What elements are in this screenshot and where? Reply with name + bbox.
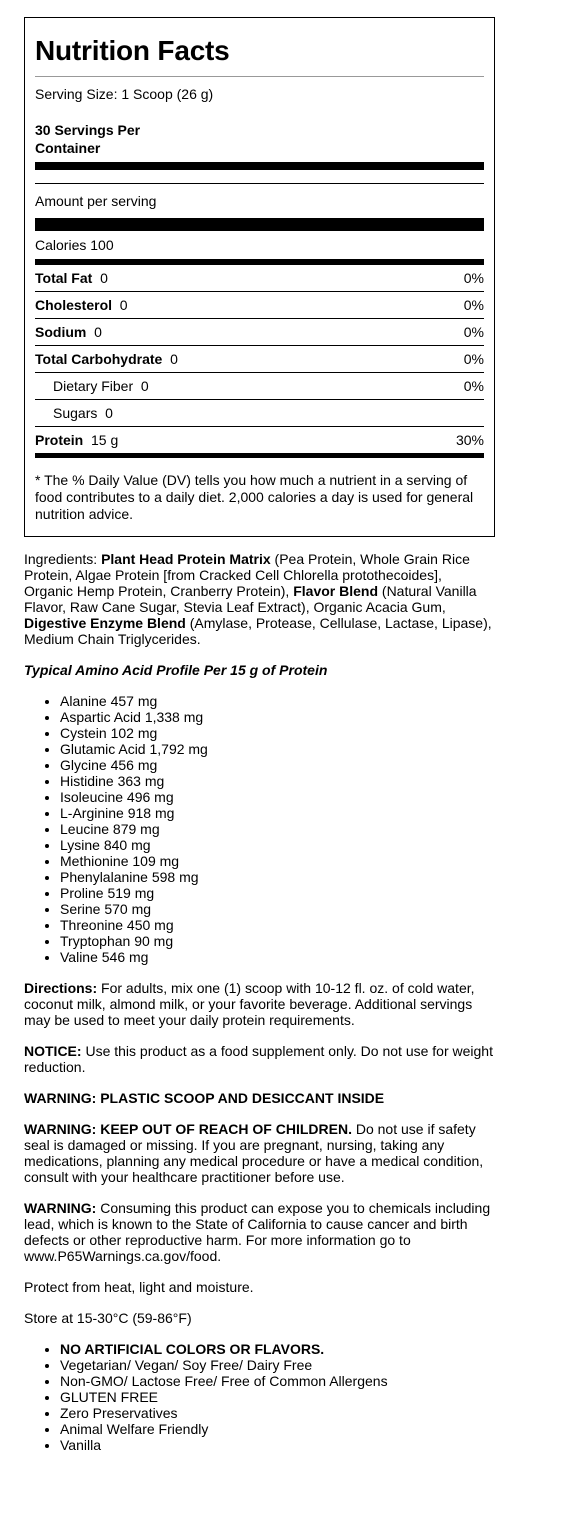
nutrient-amount: 0 <box>94 324 102 340</box>
warning-children-text: Do not use if safety seal is damaged or missing. If you are pregnant, nursing, taking any medications, planning any medical procedure or have a medical condition, consult with your healthcare practitioner before use. <box>24 1121 484 1185</box>
nutrient-name: Sodium <box>35 324 87 340</box>
nutrient-row <box>35 265 484 292</box>
amino-acid-item: • Threonine 450 mg <box>60 917 494 933</box>
servings-per-container <box>35 121 484 157</box>
nutrient-amount: 15 g <box>91 432 119 448</box>
label-text <box>24 551 494 1468</box>
feature-list <box>24 1341 494 1453</box>
notice <box>24 1043 494 1075</box>
nutrient-name: Total Carbohydrate <box>35 351 163 367</box>
nutrient-name: Dietary Fiber <box>53 378 134 394</box>
nutrient-amount: 0 <box>119 297 128 313</box>
daily-value-percent: 0% <box>463 351 484 367</box>
feature-item: • GLUTEN FREE <box>60 1389 494 1405</box>
amino-acid-item: • Phenylalanine 598 mg <box>60 869 494 885</box>
flavor-blend-detail: (Natural Vanilla Flavor, Raw Cane Sugar, Stevia Leaf Extract), Organic Acacia Gum, <box>24 583 477 615</box>
amino-acid-item: • Serine 570 mg <box>60 901 494 917</box>
feature-item: • Non-GMO/ Lactose Free/ Free of Common Allergens <box>60 1373 494 1389</box>
directions <box>24 980 494 1028</box>
nutrient-rows <box>35 265 484 453</box>
storage-note: Store at 15-30°C (59-86°F) <box>24 1310 192 1326</box>
protein-matrix-detail: (Pea Protein, Whole Grain Rice Protein, Algae Protein [from Cracked Cell Chlorella protothecoides], Organic Hemp Protein, Cranberry Protein), <box>24 551 470 599</box>
amino-acid-list <box>24 693 494 965</box>
protect-note: Protect from heat, light and moisture. <box>24 1279 254 1295</box>
protein-matrix-name: Plant Head Protein Matrix <box>101 551 271 567</box>
amount-per-serving: Amount per serving <box>35 193 157 209</box>
thick-divider <box>35 453 484 458</box>
amino-acid-item: • Glycine 456 mg <box>60 757 494 773</box>
feature-item: • Vegetarian/ Vegan/ Soy Free/ Dairy Free <box>60 1357 494 1373</box>
flavor-blend-name: Flavor Blend <box>293 583 379 599</box>
ingredients-prefix: Ingredients: <box>24 551 102 567</box>
nutrient-amount: 0 <box>140 378 149 394</box>
amino-acid-item: • Leucine 879 mg <box>60 821 494 837</box>
nutrient-name: Sugars <box>53 405 98 421</box>
nutrient-label <box>35 378 149 394</box>
servings-line-2: Container <box>35 140 101 156</box>
nutrient-row <box>35 400 484 427</box>
servings-line-1: 30 Servings Per <box>35 122 141 138</box>
amino-acid-item: • Proline 519 mg <box>60 885 494 901</box>
nutrient-amount: 0 <box>170 351 178 367</box>
feature-item: • NO ARTIFICIAL COLORS OR FLAVORS. <box>60 1341 494 1357</box>
nutrient-row <box>35 346 484 373</box>
amino-acid-item: • Isoleucine 496 mg <box>60 789 494 805</box>
enzyme-blend-detail: (Amylase, Protease, Cellulase, Lactase, Lipase), Medium Chain Triglycerides. <box>24 615 492 647</box>
nutrient-name: Protein <box>35 432 84 448</box>
amino-acid-heading: Typical Amino Acid Profile Per 15 g of Protein <box>24 662 328 678</box>
nutrient-name: Cholesterol <box>35 297 113 313</box>
ingredients <box>24 551 494 647</box>
enzyme-blend-name: Digestive Enzyme Blend <box>24 615 186 631</box>
amino-acid-item: • Lysine 840 mg <box>60 837 494 853</box>
nutrient-row <box>35 373 484 400</box>
nutrient-label <box>35 297 128 313</box>
warning-prop65-label: WARNING: <box>24 1200 97 1216</box>
amino-acid-item: • Tryptophan 90 mg <box>60 933 494 949</box>
directions-text: For adults, mix one (1) scoop with 10-12 fl. oz. of cold water, coconut milk, almond milk, or your favorite beverage. Additional servings may be used to meet your daily protein requirements. <box>24 980 475 1028</box>
nutrient-label <box>35 432 118 448</box>
daily-value-percent: 30% <box>455 432 484 448</box>
amino-acid-item: • Methionine 109 mg <box>60 853 494 869</box>
feature-item: • Animal Welfare Friendly <box>60 1421 494 1437</box>
amino-acid-item: • L-Arginine 918 mg <box>60 805 494 821</box>
thick-divider <box>35 162 484 170</box>
warning-prop65-text: Consuming this product can expose you to chemicals including lead, which is known to the State of California to cause cancer and birth defects or other reproductive harm. For more information go to www.P65Warnings.ca.gov/food. <box>24 1200 491 1264</box>
feature-item: • Zero Preservatives <box>60 1405 494 1421</box>
amino-acid-item: • Alanine 457 mg <box>60 693 494 709</box>
amino-acid-item: • Valine 546 mg <box>60 949 494 965</box>
nutrient-label <box>35 270 108 286</box>
warning-scoop: WARNING: PLASTIC SCOOP AND DESICCANT INSIDE <box>24 1090 385 1106</box>
nutrition-facts-panel <box>24 17 495 537</box>
amino-acid-item: • Aspartic Acid 1,338 mg <box>60 709 494 725</box>
amino-acid-item: • Glutamic Acid 1,792 mg <box>60 741 494 757</box>
nutrient-row <box>35 427 484 453</box>
nutrient-row <box>35 292 484 319</box>
notice-text: Use this product as a food supplement only. Do not use for weight reduction. <box>24 1043 493 1075</box>
daily-value-percent: 0% <box>463 378 484 394</box>
nutrient-amount: 0 <box>100 270 108 286</box>
warning-children-label: WARNING: KEEP OUT OF REACH OF CHILDREN. <box>24 1121 352 1137</box>
nutrition-facts-title: Nutrition Facts <box>35 35 230 66</box>
nutrient-label <box>35 351 178 367</box>
amino-acid-item: • Cystein 102 mg <box>60 725 494 741</box>
nutrient-label <box>35 324 102 340</box>
daily-value-percent: 0% <box>463 297 484 313</box>
directions-label: Directions: <box>24 980 98 996</box>
warning-prop65 <box>24 1200 494 1264</box>
serving-size: Serving Size: 1 Scoop (26 g) <box>35 86 214 102</box>
nutrient-amount: 0 <box>105 405 113 421</box>
feature-item: • Vanilla <box>60 1437 494 1453</box>
daily-value-percent: 0% <box>463 270 484 286</box>
daily-value-footnote: * The % Daily Value (DV) tells you how much a nutrient in a serving of food contributes to a daily diet. 2,000 calories a day is used for general nutrition advice. <box>35 472 474 522</box>
nutrient-row <box>35 319 484 346</box>
nutrient-name: Total Fat <box>35 270 93 286</box>
divider <box>35 76 484 77</box>
notice-label: NOTICE: <box>24 1043 82 1059</box>
warning-children <box>24 1121 494 1185</box>
thick-divider <box>35 218 484 231</box>
calories: Calories 100 <box>35 237 114 253</box>
divider <box>35 183 484 184</box>
daily-value-percent: 0% <box>463 324 484 340</box>
nutrient-label <box>35 405 113 421</box>
amino-acid-item: • Histidine 363 mg <box>60 773 494 789</box>
